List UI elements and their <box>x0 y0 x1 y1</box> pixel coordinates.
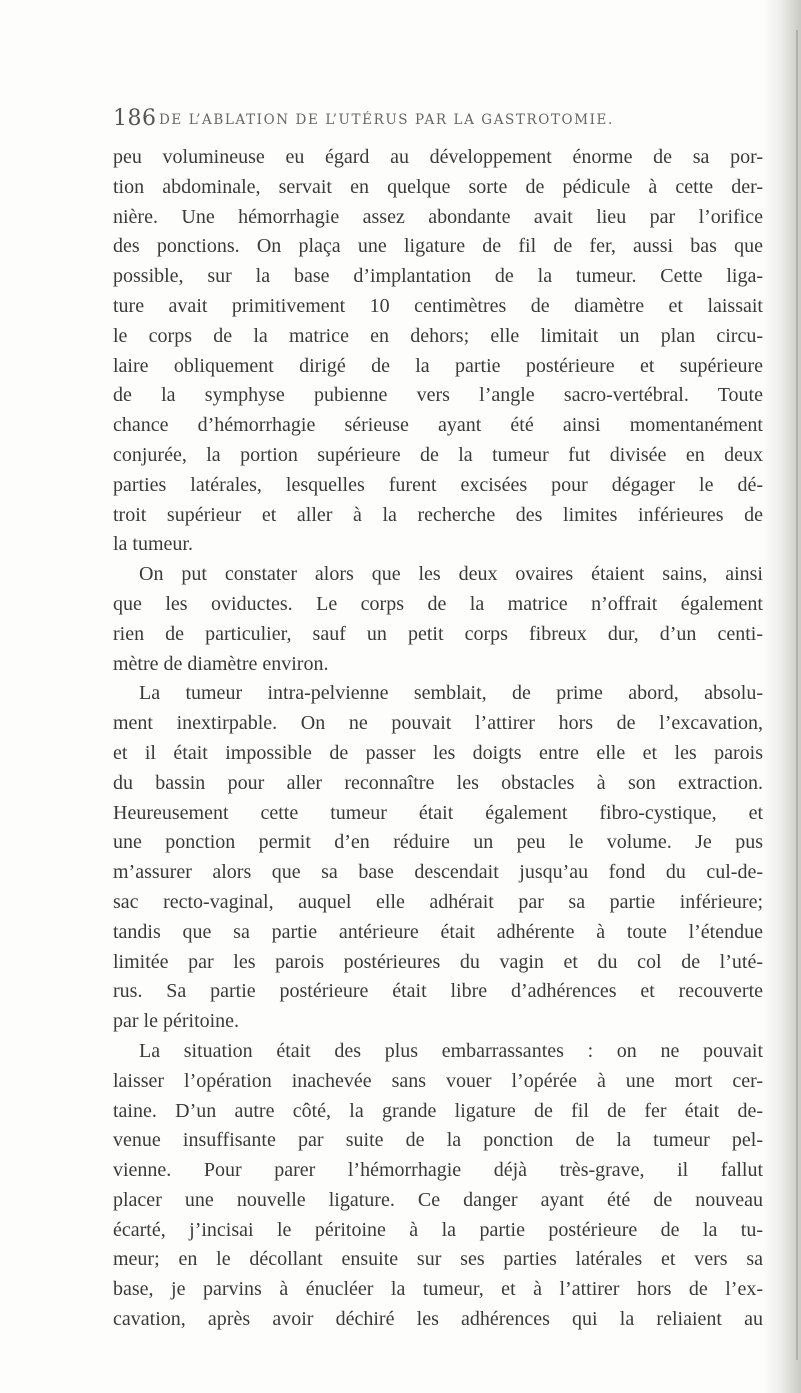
text-line: laire obliquement dirigé de la partie postérieure et supérieure <box>113 354 763 377</box>
text-line: taine. D’un autre côté, la grande ligature de fil de fer était de- <box>113 1099 763 1122</box>
text-line: meur; en le décollant ensuite sur ses parties latérales et vers sa <box>113 1248 763 1271</box>
text-line: base, je parvins à énucléer la tumeur, et à l’attirer hors de l’ex- <box>113 1278 763 1301</box>
text-line: ment inextirpable. On ne pouvait l’attirer hors de l’excavation, <box>113 712 763 735</box>
page-number: 186 <box>113 106 157 131</box>
text-line: troit supérieur et aller à la recherche des limites inférieures de <box>113 503 763 526</box>
paragraph-end-line: par le péritoine. <box>113 1010 240 1033</box>
page-header <box>113 106 753 136</box>
text-line: placer une nouvelle ligature. Ce danger ayant été de nouveau <box>113 1188 763 1211</box>
paragraph-start-line: La situation était des plus embarrassantes : on ne pouvait <box>139 1039 763 1062</box>
text-line: des ponctions. On plaça une ligature de fil de fer, aussi bas que <box>113 235 763 258</box>
text-line: laisser l’opération inachevée sans vouer l’opérée à une mort cer- <box>113 1069 763 1092</box>
text-line: tandis que sa partie antérieure était adhérente à toute l’étendue <box>113 920 763 943</box>
text-line: peu volumineuse eu égard au développement énorme de sa por- <box>113 146 763 168</box>
text-line: du bassin pour aller reconnaître les obstacles à son extraction. <box>113 771 763 794</box>
page-edge-line <box>796 30 798 1360</box>
text-line: tion abdominale, servait en quelque sorte de pédicule à cette der- <box>113 175 763 198</box>
paragraph-start-line: La tumeur intra-pelvienne semblait, de prime abord, absolu- <box>139 682 763 705</box>
text-line: possible, sur la base d’implantation de la tumeur. Cette liga- <box>113 265 763 288</box>
text-line: le corps de la matrice en dehors; elle limitait un plan circu- <box>113 324 763 347</box>
running-title: DE L’ABLATION DE L’UTÉRUS PAR LA GASTROTOMIE. <box>159 112 614 128</box>
text-line: nière. Une hémorrhagie assez abondante avait lieu par l’orifice <box>113 205 763 228</box>
paragraph-end-line: la tumeur. <box>113 533 193 556</box>
text-line: de la symphyse pubienne vers l’angle sacro-vertébral. Toute <box>113 384 763 407</box>
text-line: vienne. Pour parer l’hémorrhagie déjà très-grave, il fallut <box>113 1159 763 1182</box>
text-line: m’assurer alors que sa base descendait jusqu’au fond du cul-de- <box>113 861 763 884</box>
text-line: ture avait primitivement 10 centimètres de diamètre et laissait <box>113 294 763 317</box>
text-line: sac recto-vaginal, auquel elle adhérait par sa partie inférieure; <box>113 890 763 913</box>
text-line: écarté, j’incisai le péritoine à la partie postérieure de la tu- <box>113 1218 763 1241</box>
text-line: que les oviductes. Le corps de la matrice n’offrait également <box>113 592 763 615</box>
paragraph-end-line: mètre de diamètre environ. <box>113 652 329 675</box>
text-line: et il était impossible de passer les doigts entre elle et les parois <box>113 741 763 764</box>
text-line: rien de particulier, sauf un petit corps fibreux dur, d’un centi- <box>113 622 763 645</box>
text-line: rus. Sa partie postérieure était libre d’adhérences et recouverte <box>113 980 763 1003</box>
text-line: conjurée, la portion supérieure de la tumeur fut divisée en deux <box>113 443 763 466</box>
text-line: une ponction permit d’en réduire un peu le volume. Je pus <box>113 831 763 854</box>
text-line: limitée par les parois postérieures du vagin et du col de l’uté- <box>113 950 763 973</box>
text-line: cavation, après avoir déchiré les adhérences qui la reliaient au <box>113 1308 763 1331</box>
body-text <box>113 143 763 1335</box>
text-line: chance d’hémorrhagie sérieuse ayant été ainsi momentanément <box>113 414 763 437</box>
paragraph-start-line: On put constater alors que les deux ovaires étaient sains, ainsi <box>139 563 763 586</box>
text-line: Heureusement cette tumeur était également fibro-cystique, et <box>113 801 763 824</box>
text-line: venue insuffisante par suite de la ponction de la tumeur pel- <box>113 1129 763 1152</box>
text-line: parties latérales, lesquelles furent excisées pour dégager le dé- <box>113 473 763 496</box>
